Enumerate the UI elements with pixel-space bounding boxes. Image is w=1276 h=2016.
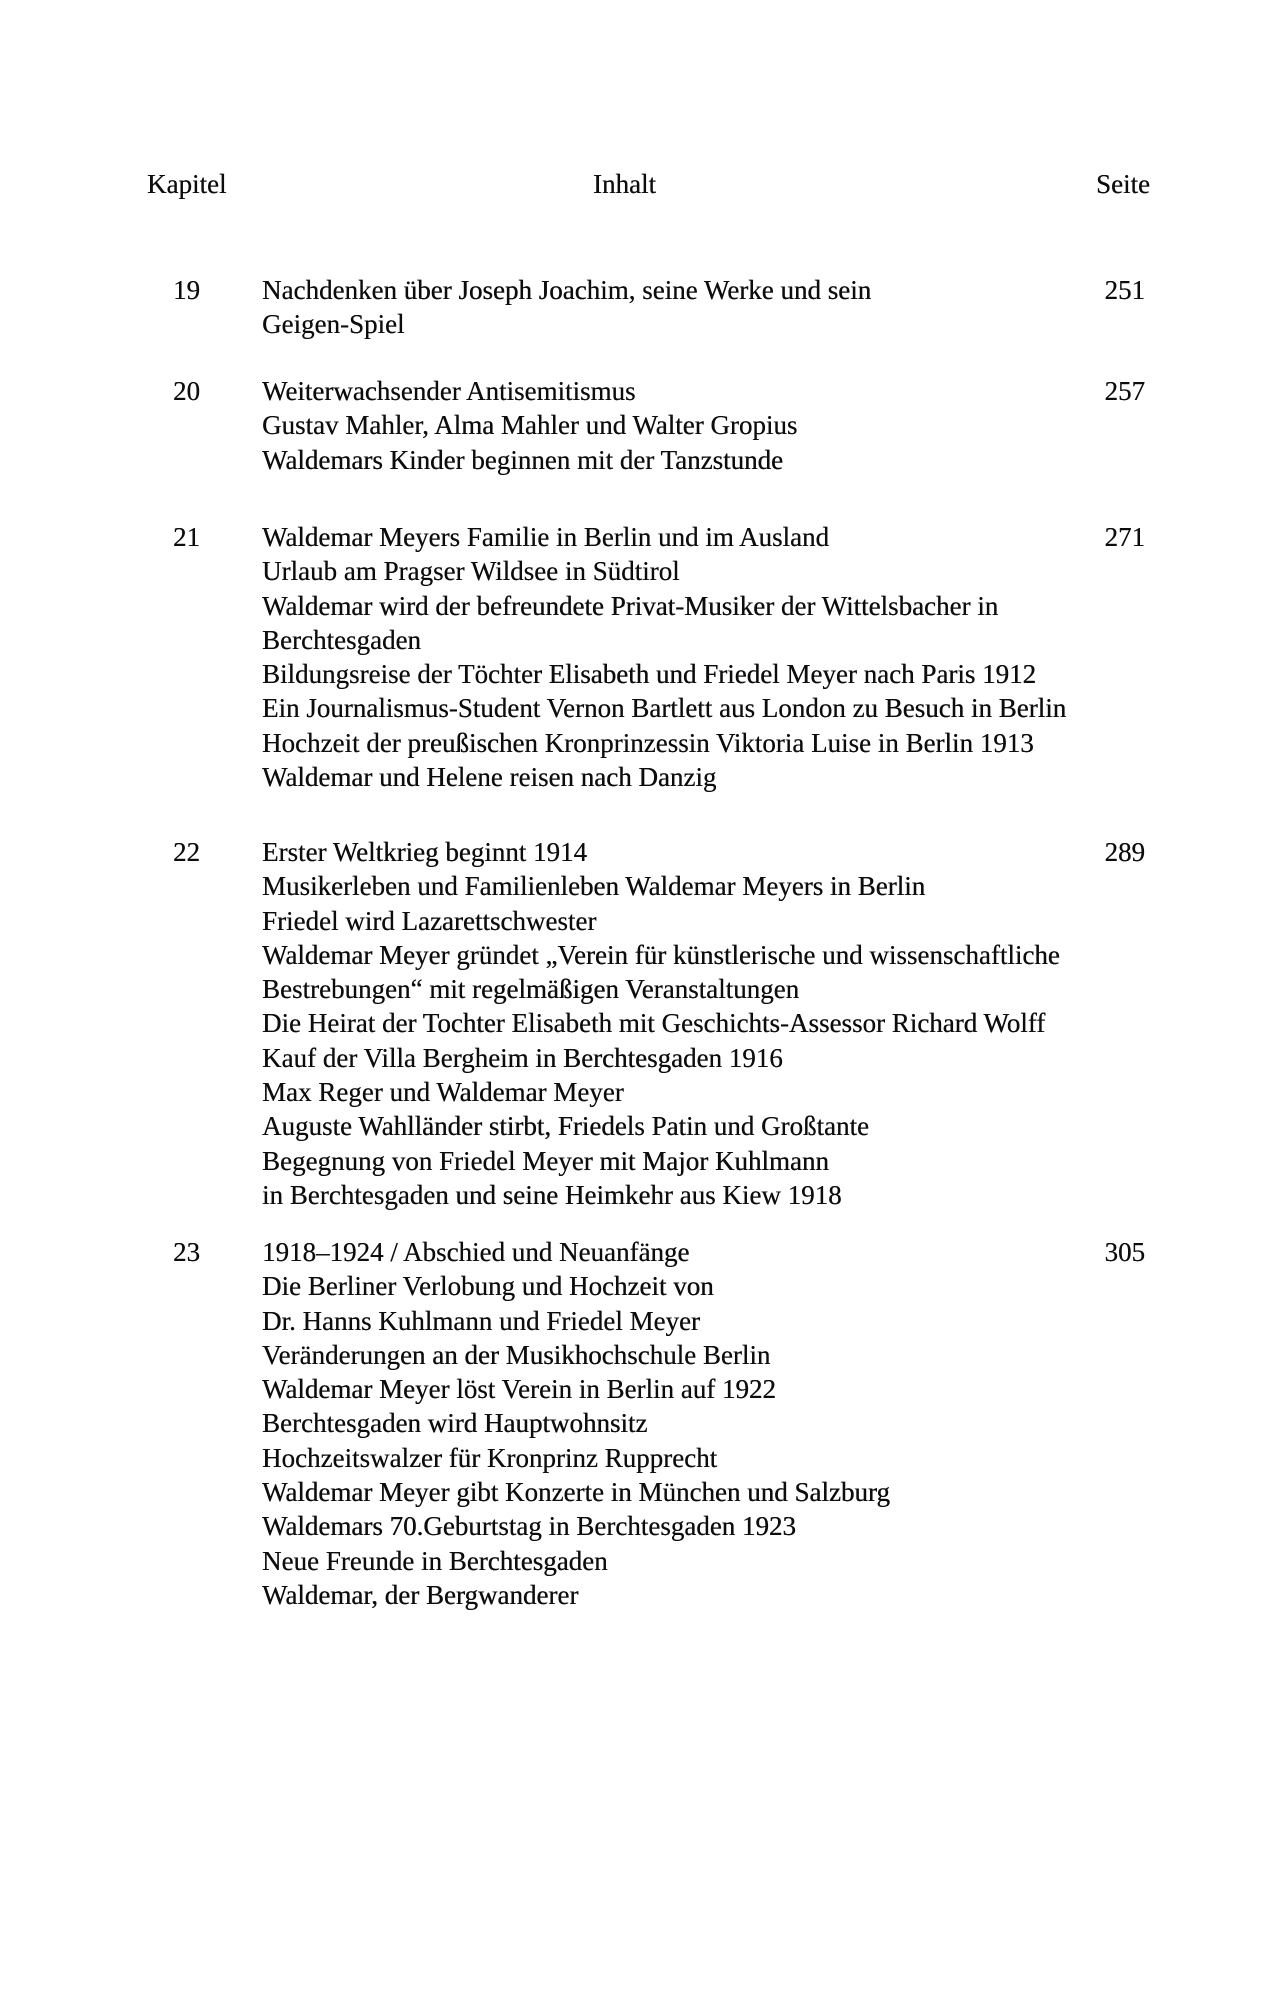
toc-line: Waldemar, der Bergwanderer: [262, 1579, 579, 1610]
toc-line: Nachdenken über Joseph Joachim, seine Werke und sein: [262, 275, 872, 305]
toc-line: Bildungsreise der Töchter Elisabeth und Friedel Meyer nach Paris 1912: [262, 659, 1037, 690]
toc-line: Hochzeitswalzer für Kronprinz Rupprecht: [262, 1442, 718, 1473]
chapter-number: 20: [173, 376, 200, 406]
toc-line: Waldemar und Helene reisen nach Danzig: [262, 762, 717, 793]
toc-line: Ein Journalismus-Student Vernon Bartlett aus London zu Besuch in Berlin: [262, 693, 1067, 724]
page-number: 289: [1104, 837, 1145, 867]
page-number: 251: [1104, 275, 1145, 305]
toc-line: Urlaub am Pragser Wildsee in Südtirol: [262, 556, 680, 587]
toc-line: Die Heirat der Tochter Elisabeth mit Geschichts-Assessor Richard Wolff: [262, 1008, 1046, 1039]
toc-line: 1918–1924 / Abschied und Neuanfänge: [262, 1237, 690, 1267]
toc-line: Weiterwachsender Antisemitismus: [262, 376, 636, 406]
chapter-number: 21: [173, 522, 200, 552]
toc-line: Waldemars 70.Geburtstag in Berchtesgaden 1923: [262, 1511, 796, 1542]
column-header-seite: Seite: [1096, 169, 1150, 199]
toc-line: Berchtesgaden wird Hauptwohnsitz: [262, 1408, 648, 1439]
toc-line: Waldemar Meyers Familie in Berlin und im Ausland: [262, 522, 829, 552]
toc-line: Bestrebungen“ mit regelmäßigen Veranstaltungen: [262, 974, 800, 1005]
toc-line: Auguste Wahlländer stirbt, Friedels Patin und Großtante: [262, 1111, 869, 1142]
toc-line: Friedel wird Lazarettschwester: [262, 905, 597, 936]
toc-line: Begegnung von Friedel Meyer mit Major Kuhlmann: [262, 1145, 829, 1176]
toc-line: Geigen-Spiel: [262, 309, 405, 340]
toc-line: Die Berliner Verlobung und Hochzeit von: [262, 1271, 714, 1302]
page-number: 257: [1104, 376, 1145, 406]
chapter-number: 19: [173, 275, 200, 305]
toc-line: Dr. Hanns Kuhlmann und Friedel Meyer: [262, 1305, 700, 1336]
chapter-number: 23: [173, 1237, 200, 1267]
column-header-inhalt: Inhalt: [593, 169, 656, 199]
toc-line: Kauf der Villa Bergheim in Berchtesgaden 1916: [262, 1042, 783, 1073]
toc-line: Waldemar Meyer gründet „Verein für künstlerische und wissenschaftliche: [262, 939, 1060, 970]
toc-line: Max Reger und Waldemar Meyer: [262, 1077, 624, 1108]
toc-line: Waldemars Kinder beginnen mit der Tanzstunde: [262, 444, 784, 475]
toc-line: Neue Freunde in Berchtesgaden: [262, 1545, 608, 1576]
toc-line: Musikerleben und Familienleben Waldemar Meyers in Berlin: [262, 871, 926, 902]
toc-line: Waldemar Meyer gibt Konzerte in München und Salzburg: [262, 1477, 890, 1508]
toc-line: Berchtesgaden: [262, 624, 421, 655]
toc-line: Gustav Mahler, Alma Mahler und Walter Gropius: [262, 410, 798, 441]
toc-line: in Berchtesgaden und seine Heimkehr aus Kiew 1918: [262, 1179, 842, 1210]
toc-line: Hochzeit der preußischen Kronprinzessin Viktoria Luise in Berlin 1913: [262, 727, 1034, 758]
toc-line: Veränderungen an der Musikhochschule Berlin: [262, 1339, 771, 1370]
chapter-content: [262, 520, 1142, 794]
page-number: 305: [1104, 1237, 1145, 1267]
chapter-content: [262, 374, 1142, 477]
chapter-content: [262, 273, 1142, 342]
chapter-content: [262, 1235, 1142, 1612]
toc-line: Erster Weltkrieg beginnt 1914: [262, 837, 588, 867]
toc-line: Waldemar Meyer löst Verein in Berlin auf 1922: [262, 1374, 776, 1405]
page-number: 271: [1104, 522, 1145, 552]
chapter-content: [262, 835, 1142, 1212]
chapter-number: 22: [173, 837, 200, 867]
column-header-kapitel: Kapitel: [147, 169, 227, 199]
toc-line: Waldemar wird der befreundete Privat-Musiker der Wittelsbacher in: [262, 590, 999, 621]
